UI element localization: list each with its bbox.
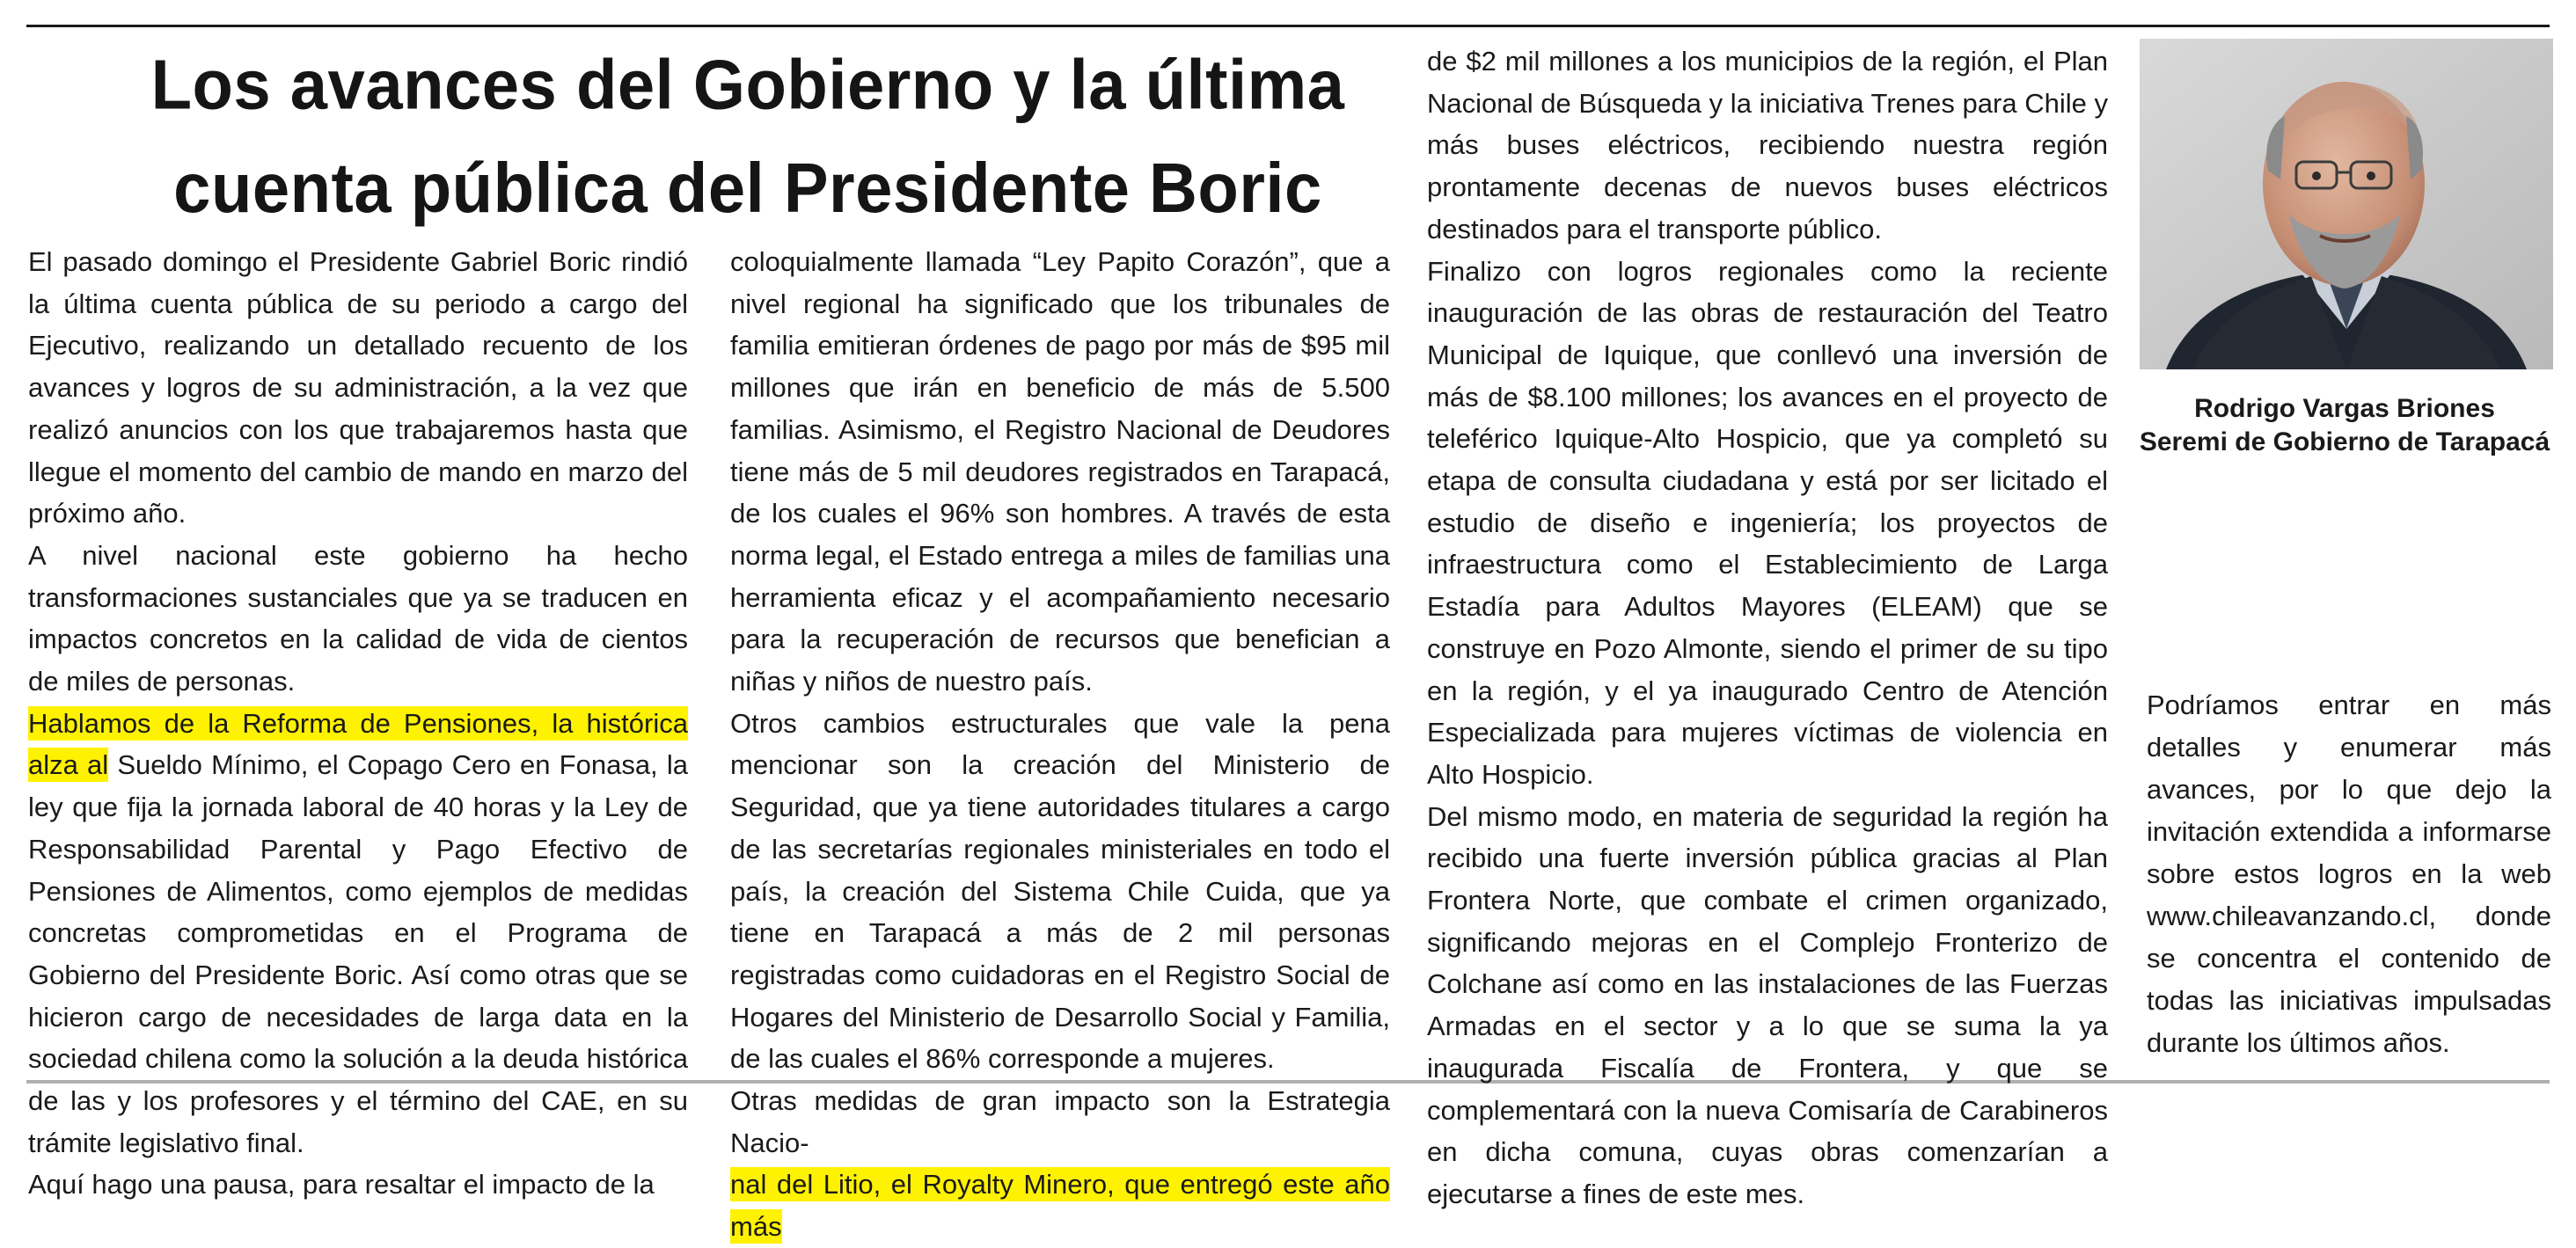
- highlighted-text: nal del Litio, el Royalty Minero, que entregó este año más: [730, 1169, 1390, 1243]
- highlighted-text: Hablamos de la Reforma de Pensiones, la histórica alza al: [28, 707, 688, 781]
- author-caption: [2129, 392, 2560, 459]
- article-title: Los avances del Gobierno y la última cuenta pública del Presidente Boric: [150, 46, 1345, 228]
- paragraph: A nivel nacional este gobierno ha hecho transformaciones sustanciales que ya se traducen en impactos concretos en la calidad de vida de cientos de miles de personas.: [28, 539, 688, 697]
- article-column-3: [1427, 40, 2108, 1215]
- paragraph: [730, 1080, 1390, 1248]
- paragraph: de $2 mil millones a los municipios de la región, el Plan Nacional de Búsqueda y la iniciativa Trenes para Chile y más buses eléctricos, recibiendo nuestra región prontamente decenas de nuevos buses eléctricos destinados para el transporte público.: [1427, 46, 2108, 244]
- article-column-4: [2147, 684, 2551, 1064]
- paragraph: Finalizo con logros regionales como la reciente inauguración de las obras de restauración del Teatro Municipal de Iquique, que conllevó una inversión de más de $8.100 millones; los avances en el proyecto de teleférico Iquique-Alto Hospicio, que ya completó su etapa de consulta ciudadana y está por ser licitado el estudio de diseño e ingeniería; los proyectos de infraestructura como el Establecimiento de Larga Estadía para Adultos Mayores (ELEAM) que se construye en Pozo Almonte, siendo el primer de su tipo en la región, y el ya inaugurado Centro de Atención Especializada para mujeres víctimas de violencia en Alto Hospicio.: [1427, 255, 2108, 790]
- paragraph: Aquí hago una pausa, para resaltar el impacto de la: [28, 1169, 655, 1201]
- paragraph-text: Sueldo Mínimo, el Copago Cero en Fonasa, la ley que fija la jornada laboral de 40 horas y la Ley de Responsabilidad Parental y Pago Efectivo de Pensiones de Alimentos, como ejemplos de medidas concretas comprometidas en el Programa de Gobierno del Presidente Boric. Así como otras que se hicieron cargo de necesidades de larga data en la sociedad chilena como la solución a la deuda histórica de las y los profesores y el término del CAE, en su trámite legislativo final.: [28, 749, 688, 1158]
- paragraph: coloquialmente llamada “Ley Papito Corazón”, que a nivel regional ha significado que los tribunales de familia emitieran órdenes de pago por más de $95 mil millones que irán en beneficio de más de 5.500 familias. Asimismo, el Registro Nacional de Deudores tiene más de 5 mil deudores registrados en Tarapacá, de los cuales el 96% son hombres. A través de esta norma legal, el Estado entrega a miles de familias una herramienta eficaz y el acompañamiento necesario para la recuperación de recursos que benefician a niñas y niños de nuestro país.: [730, 246, 1390, 697]
- paragraph: Otros cambios estructurales que vale la pena mencionar son la creación del Ministerio de Seguridad, que ya tiene autoridades titulares a cargo de las secretarías regionales ministeriales en todo el país, la creación del Sistema Chile Cuida, que ya tiene en Tarapacá a más de 2 mil personas registradas como cuidadoras en el Registro Social de Hogares del Ministerio de Desarrollo Social y Familia, de las cuales el 86% corresponde a mujeres.: [730, 707, 1390, 1075]
- top-rule: [26, 25, 2550, 27]
- article-column-2: [730, 241, 1390, 1248]
- paragraph: Del mismo modo, en materia de seguridad la región ha recibido una fuerte inversión pública gracias al Plan Frontera Norte, que combate el crimen organizado, significando mejoras en el Complejo Fronterizo de Colchane así como en las instalaciones de las Fuerzas Armadas en el sector y a lo que se suma la ya inaugurada Fiscalía de Frontera, y que se complementará con la nueva Comisaría de Carabineros en dicha comuna, cuyas obras comenzarían a ejecutarse a fines de este mes.: [1427, 800, 2108, 1209]
- paragraph: [28, 703, 688, 1164]
- paragraph: Podríamos entrar en más detalles y enumerar más avances, por lo que dejo la invitación extendida a informarse sobre estos logros en la web www.chileavanzando.cl, donde se concentra el contenido de todas las iniciativas impulsadas durante los últimos años.: [2147, 690, 2551, 1058]
- author-name: Rodrigo Vargas Briones: [2194, 394, 2495, 423]
- author-role: Seremi de Gobierno de Tarapacá: [2139, 427, 2550, 456]
- paragraph: El pasado domingo el Presidente Gabriel Boric rindió la última cuenta pública de su periodo a cargo del Ejecutivo, realizando un detallado recuento de los avances y logros de su administración, a la vez que realizó anuncios con los que trabajaremos hasta que llegue el momento del cambio de mando en marzo del próximo año.: [28, 246, 688, 529]
- bottom-rule: [26, 1080, 2550, 1084]
- author-portrait-photo: [2140, 39, 2553, 369]
- paragraph-text: Otras medidas de gran impacto son la Estrategia Nacio-: [730, 1085, 1390, 1158]
- article-column-1: [28, 241, 688, 1206]
